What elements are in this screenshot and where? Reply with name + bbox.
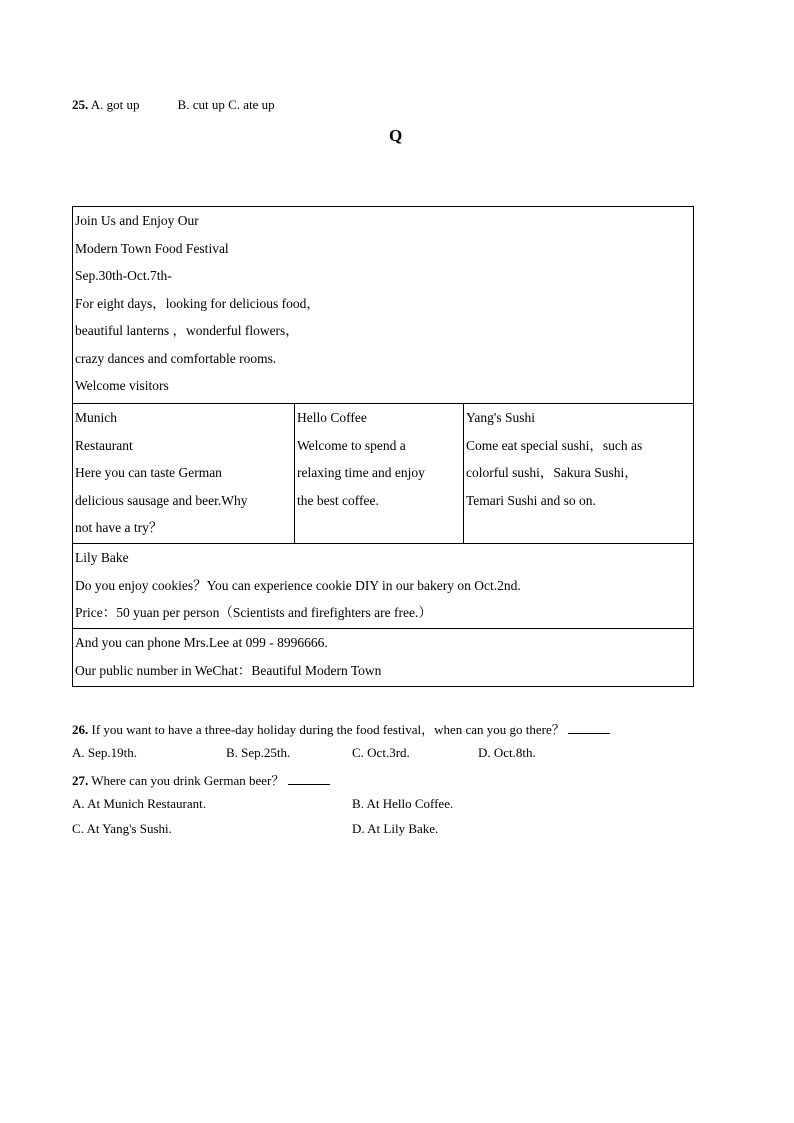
answer-blank-27[interactable]	[288, 772, 330, 785]
munich-desc-1: Here you can taste German	[75, 465, 222, 480]
coffee-title: Hello Coffee	[297, 410, 367, 425]
contact-cell	[73, 629, 694, 687]
sushi-desc-3: Temari Sushi and so on.	[466, 492, 596, 508]
question-25-number: 25.	[72, 97, 89, 112]
sushi-desc-1: Come eat special sushi，such as	[466, 437, 643, 453]
poster-welcome: Welcome visitors	[75, 378, 169, 393]
poster-dates: Sep.30th-Oct.7th-	[75, 268, 172, 283]
munich-desc-3: not have a try？	[75, 520, 163, 535]
question-25-options	[72, 97, 275, 113]
bake-price: Price：50 yuan per person（Scientists and firefighters are free.）	[75, 605, 432, 620]
munich-desc-2: delicious sausage and beer.Why	[75, 492, 248, 508]
q25-option-b: B. cut up	[177, 97, 225, 112]
question-26-stem: If you want to have a three-day holiday during the food festival，when can you go there？	[91, 722, 565, 737]
poster-header	[73, 207, 694, 404]
q27-option-d: D. At Lily Bake.	[352, 821, 439, 836]
poster-intro-line-2: beautiful lanterns ，wonderful flowers，	[75, 323, 299, 338]
food-festival-poster	[72, 206, 694, 687]
answer-blank-26[interactable]	[568, 721, 610, 734]
bake-desc: Do you enjoy cookies？You can experience cookie DIY in our bakery on Oct.2nd.	[75, 577, 521, 593]
q25-option-c: C. ate up	[228, 97, 275, 112]
coffee-desc-3: the best coffee.	[297, 492, 379, 508]
contact-wechat: Our public number in WeChat：Beautiful Modern Town	[75, 662, 382, 678]
coffee-desc-1: Welcome to spend a	[297, 437, 406, 453]
lily-bake-cell	[73, 544, 694, 629]
munich-restaurant-cell	[73, 404, 295, 544]
poster-title-line-2: Modern Town Food Festival	[75, 240, 229, 256]
q25-option-a: A. got up	[90, 97, 140, 112]
poster-title-line-1: Join Us and Enjoy Our	[75, 213, 199, 228]
q27-option-b: B. At Hello Coffee.	[352, 796, 454, 811]
munich-title-1: Munich	[75, 410, 117, 425]
munich-title-2: Restaurant	[75, 437, 133, 453]
q27-option-a: A. At Munich Restaurant.	[72, 796, 206, 811]
question-27	[72, 770, 330, 789]
poster-intro-line-1: For eight days，looking for delicious food，	[75, 295, 320, 311]
contact-phone: And you can phone Mrs.Lee at 099 - 8996666.	[75, 635, 328, 650]
sushi-title: Yang's Sushi	[466, 410, 535, 425]
question-26-number: 26.	[72, 722, 89, 737]
q26-option-c: C. Oct.3rd.	[352, 745, 410, 760]
q26-option-b: B. Sep.25th.	[226, 745, 291, 760]
q26-option-a: A. Sep.19th.	[72, 745, 137, 760]
bake-title: Lily Bake	[75, 550, 129, 565]
coffee-desc-2: relaxing time and enjoy	[297, 465, 425, 480]
hello-coffee-cell	[295, 404, 464, 544]
question-27-stem: Where can you drink German beer？	[91, 773, 285, 788]
poster-intro-line-3: crazy dances and comfortable rooms.	[75, 350, 277, 366]
question-26	[72, 719, 610, 738]
question-27-number: 27.	[72, 773, 89, 788]
q26-option-d: D. Oct.8th.	[478, 745, 536, 760]
sushi-desc-2: colorful sushi，Sakura Sushi，	[466, 465, 638, 480]
q27-option-c: C. At Yang's Sushi.	[72, 821, 172, 836]
yangs-sushi-cell	[464, 404, 694, 544]
section-mark: Q	[389, 126, 403, 145]
